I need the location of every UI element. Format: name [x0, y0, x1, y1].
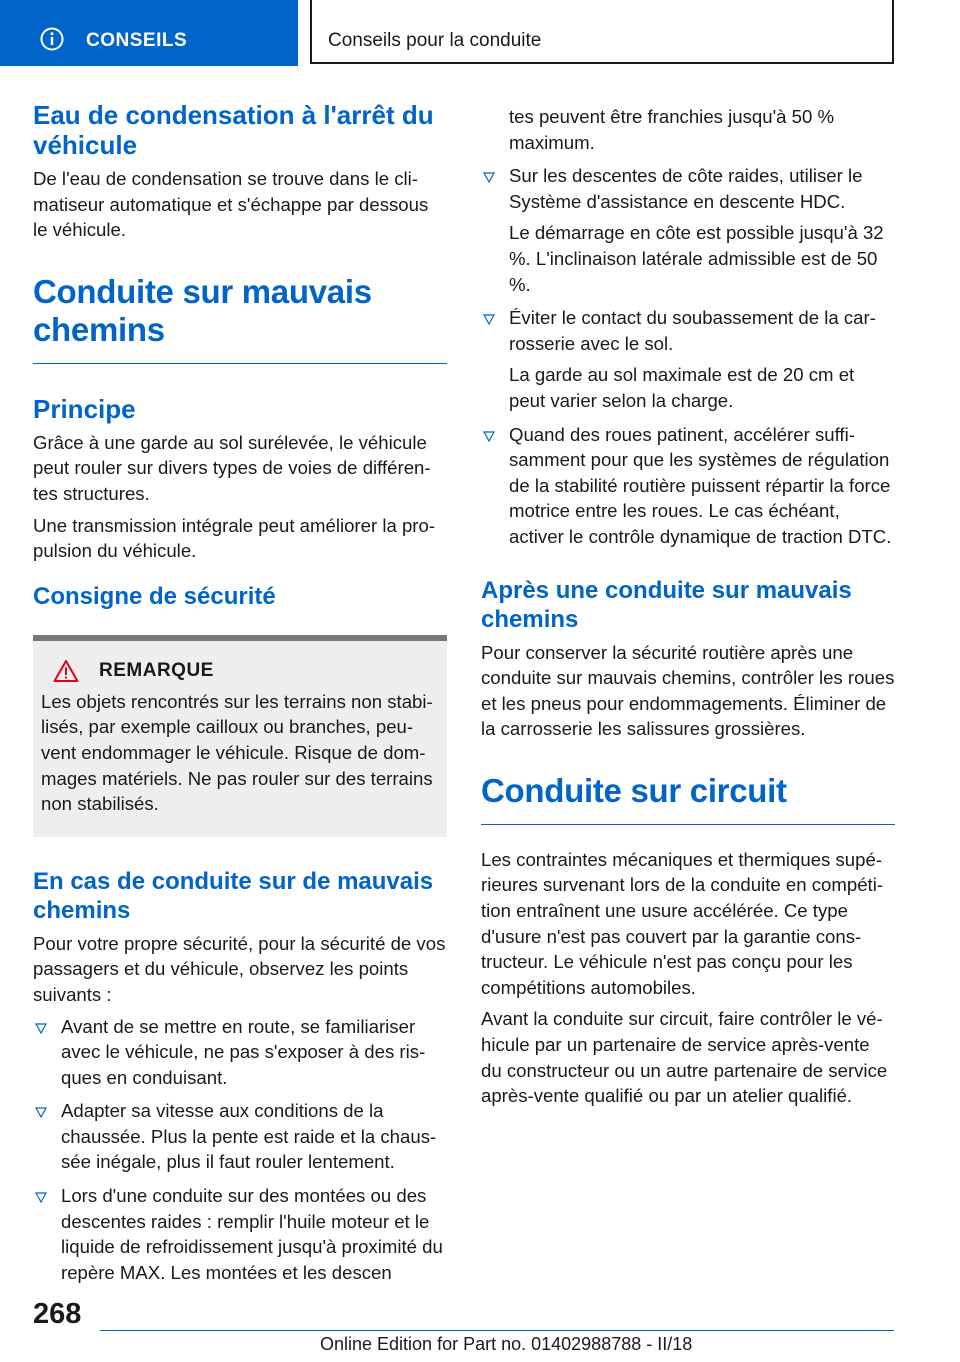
bullet-text: Adapter sa vitesse aux conditions de la chaussée. Plus la pente est raide et la chaussée inégale, plus il faut rouler lentement.: [61, 1100, 437, 1173]
list-item: [481, 104, 895, 155]
list-item: [33, 1183, 447, 1285]
footer-rule: [100, 1330, 894, 1331]
section-tab-label: CONSEILS: [86, 30, 188, 51]
list-item: [481, 422, 895, 550]
section-tab: [0, 0, 298, 66]
safety-heading: Consigne de sécurité: [33, 582, 276, 610]
chapter-header: [310, 0, 894, 64]
after-text: Pour conserver la sécurité routière après une conduite sur mauvais chemins, contrôler les roues et les pneus pour endommagements. Éliminer de la carrosserie les salissures grossières.: [481, 641, 895, 740]
bullet-continuation-text: tes peuvent être franchies jusqu'à 50 % maximum.: [509, 106, 835, 153]
bullet-triangle-icon: [483, 171, 495, 183]
bullet-text: Quand des roues patinent, accélérer suffisamment pour que les systèmes de régulation de la stabilité routière puissent répartir la force motrice entre les roues. Le cas échéant, activer le contrôle dynamique de traction DTC.: [509, 423, 892, 547]
bullet-text: Avant de se mettre en route, se familiariser avec le véhicule, ne pas s'exposer à des risques en conduisant.: [61, 1015, 426, 1088]
principe-heading: Principe: [33, 393, 136, 424]
during-heading: En cas de conduite sur de mauvais chemins: [33, 867, 434, 924]
circuit-paragraph-1: Les contraintes mécaniques et thermiques supérieures survenant lors de la conduite en compétition entraînent une usure accélérée. Ce type d'usure n'est pas couvert par la garantie constructeur. Le véhicule n'est pas conçu pour les compétitions automobiles.: [481, 848, 884, 998]
during-bullet-list: [33, 1014, 447, 1286]
list-item: [481, 305, 895, 413]
warning-note: [33, 635, 447, 837]
bullet-text: Sur les descentes de côte raides, utiliser le Système d'assistance en descente HDC.: [509, 165, 863, 212]
bullet-text: Lors d'une conduite sur des montées ou des descentes raides : remplir l'huile moteur et le liquide de refroidissement jusqu'à proximité du repère MAX. Les montées et les descen: [61, 1185, 443, 1283]
warning-label: REMARQUE: [99, 659, 214, 681]
info-icon: [40, 27, 64, 51]
offroad-heading: Conduite sur mauvais chemins: [33, 272, 372, 348]
list-item: [33, 1098, 447, 1175]
principe-paragraph-1: Grâce à une garde au sol surélevée, le véhicule peut rouler sur divers types de voies de différentes structures.: [33, 431, 431, 504]
circuit-heading: Conduite sur circuit: [481, 771, 787, 809]
warning-triangle-icon: [53, 659, 79, 683]
list-item: [33, 1014, 447, 1091]
bullet-extra-text: Le démarrage en côte est possible jusqu'à 32 %. L'inclinaison latérale admissible est de 50 %.: [509, 222, 884, 295]
continued-bullet-list: [481, 104, 895, 550]
page-number: 268: [33, 1298, 82, 1330]
chapter-title: Conseils pour la conduite: [328, 30, 542, 51]
bullet-extra-text: La garde au sol maximale est de 20 cm et peut varier selon la charge.: [509, 364, 855, 411]
left-column: [33, 100, 447, 1293]
edition-footer: Online Edition for Part no. 01402988788 - II/18: [320, 1334, 693, 1354]
warning-text: Les objets rencontrés sur les terrains non stabilisés, par exemple cailloux ou branches, peuvent endommager le véhicule. Risque de dommages matériels. Ne pas rouler sur des terrains non stabilisés.: [41, 690, 433, 815]
condensation-text: De l'eau de condensation se trouve dans le climatiseur automatique et s'échappe par dessous le véhicule.: [33, 168, 429, 241]
bullet-triangle-icon: [35, 1191, 47, 1203]
bullet-triangle-icon: [35, 1022, 47, 1034]
bullet-triangle-icon: [483, 430, 495, 442]
after-heading: Après une conduite sur mauvais chemins: [481, 576, 852, 633]
list-item: [481, 163, 895, 297]
during-intro: Pour votre propre sécurité, pour la sécurité de vos passagers et du véhicule, observez les points suivants :: [33, 932, 446, 1005]
bullet-text: Éviter le contact du soubassement de la carrosserie avec le sol.: [509, 307, 876, 354]
circuit-paragraph-2: Avant la conduite sur circuit, faire contrôler le véhicule par un partenaire de service après-vente du constructeur ou un autre partenaire de service après-vente qualifié ou par un atelier qualifié.: [481, 1008, 888, 1107]
bullet-triangle-icon: [35, 1106, 47, 1118]
principe-paragraph-2: Une transmission intégrale peut améliorer la propulsion du véhicule.: [33, 514, 436, 562]
right-column: [481, 104, 895, 1109]
condensation-heading: Eau de condensation à l'arrêt du véhicule: [33, 100, 434, 160]
bullet-triangle-icon: [483, 313, 495, 325]
